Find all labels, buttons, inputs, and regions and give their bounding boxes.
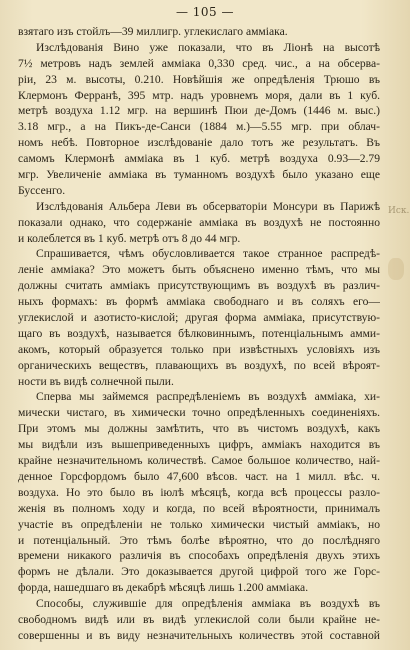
paragraph-first-line: Изслѣдованія Альбера Леви въ обсерваторіи Монсури въ Парижѣ [36, 199, 380, 213]
text-line: мически чистаго, въ химически точно опредѣленныхъ соединеніяхъ. [18, 406, 380, 420]
text-line: При этомъ мы должны замѣтить, что въ чистомъ воздухѣ, какъ [18, 422, 380, 436]
text-line: леніе амміака? Это можетъ быть объяснено именно тѣмъ, что мы [18, 263, 380, 277]
text-line: мы видѣли изъ вышеприведенныхъ цифръ, амміакъ находится въ [18, 438, 380, 452]
paragraph-first-line: Сперва мы займемся распредѣленіемъ въ воздухѣ амміака, хи- [36, 390, 380, 404]
text-line: ріи, 23 м. высоты, 0.210. Новѣйшія же опредѣленія Трюшо въ [18, 72, 380, 86]
paper-stain [388, 258, 404, 280]
text-line: ныхъ формахъ: въ формѣ амміака свободнаго и въ соляхъ его— [18, 295, 380, 309]
text-line: показали однако, что содержаніе амміака въ воздухѣ не постоянно [18, 215, 380, 229]
text-line: и потенціальный. Это тѣмъ болѣе вѣроятно, что до послѣдняго [18, 533, 380, 547]
margin-annotation: Иск. [388, 206, 410, 216]
text-line: взятаго изъ стойлъ—39 миллигр. углекислаго амміака. [18, 25, 288, 38]
text-line: и колеблется въ 1 куб. метрѣ отъ 8 до 44 мгр. [18, 231, 241, 245]
body-text [18, 24, 380, 644]
text-line: мгр. Увеличеніе амміака въ туманномъ воздухѣ было указано еще [18, 168, 380, 182]
text-line: формъ не дѣлали. Это доказывается другой цифрой того же Горс- [18, 565, 380, 579]
text-line: должны считать амміакъ присутствующимъ въ воздухѣ въ различ- [18, 279, 380, 293]
text-line: щаго въ воздухѣ, называется бѣлковиннымъ, потенціальнымъ амми- [18, 326, 380, 340]
text-line: органическихъ веществъ, плавающихъ въ воздухѣ, по всей вѣроят- [18, 358, 380, 372]
text-line: углекислой и азотисто-кислой; другая форма амміака, присутствую- [18, 311, 380, 325]
paragraph-first-line: Изслѣдованія Вино уже показали, что въ Ліонѣ на высотѣ [36, 40, 380, 54]
text-line: участіе въ опредѣленіи не только химически чистый амміакъ, но [18, 517, 380, 531]
paragraph-first-line: Спрашивается, чѣмъ обусловливается такое странное распредѣ- [36, 247, 380, 261]
text-line: 7½ метровъ надъ землей амміака 0,330 сред. чис., а на обсерва- [18, 56, 380, 70]
text-line: метрѣ воздуха 1.12 мгр. на вершинѣ Пюи де-Домъ (1446 м. выс.) [18, 104, 380, 118]
text-line: акомъ, который образуется только при извѣстныхъ условіяхъ изъ [18, 342, 380, 356]
text-line: ности въ видѣ солнечной пыли. [18, 374, 174, 388]
text-line: свободномъ видѣ или въ видѣ углекислой соли были крайне не- [18, 612, 380, 626]
text-line: воздуха. Но это было въ іюлѣ мѣсяцѣ, когда всѣ процессы разло- [18, 485, 380, 499]
text-line: совершенны и въ виду незначительныхъ количествъ этой составной [18, 628, 380, 642]
text-line: Буссенго. [18, 183, 66, 197]
text-line: 3.18 мгр., а на Пикъ-де-Санси (1884 м.)—5.55 мгр. при облач- [18, 120, 380, 134]
page-number: — 105 — [175, 5, 235, 19]
text-line: Клермонъ Ферранѣ, 395 мтр. надъ уровнемъ моря, дали въ 1 куб. [18, 88, 380, 102]
text-line: самомъ Клермонѣ амміака въ 1 куб. метрѣ воздуха 0.93—2.79 [18, 152, 380, 166]
text-line: женія въ полномъ ходу и когда, по всей вѣроятности, принималъ [18, 501, 380, 515]
text-line: номъ небѣ. Повторное изслѣдованіе дало тотъ же результатъ. Въ [18, 136, 380, 150]
text-line: крайне незначительномъ количествѣ. Самое большое количество, най- [18, 454, 380, 468]
text-line: времени никакого различія въ способахъ опредѣленія двухъ этихъ [18, 549, 380, 563]
text-line: денное Горсфордомъ было 47,600 вѣсов. част. на 1 милл. вѣс. ч. [18, 469, 380, 483]
text-line: форда, нашедшаго въ декабрѣ мѣсяцѣ лишь 1.200 амміака. [18, 581, 309, 595]
paragraph-first-line: Способы, служившіе для опредѣленія амміака въ воздухѣ въ [36, 597, 380, 611]
